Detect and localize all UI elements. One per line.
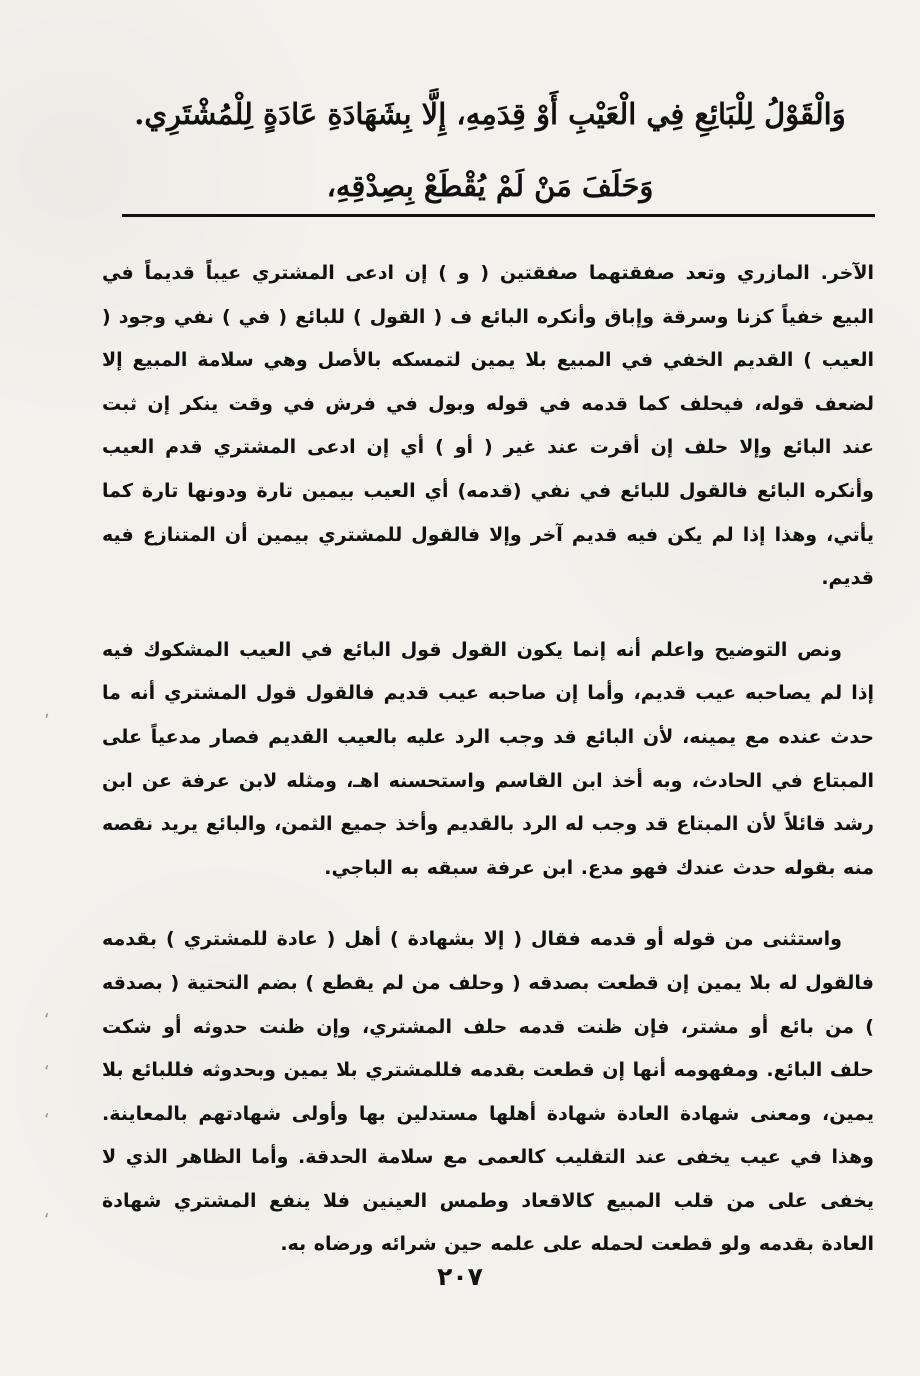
margin-mark: ‘ (44, 1210, 50, 1231)
margin-mark: ‘ (44, 1010, 50, 1031)
commentary-paragraph-3: واستثنى من قوله أو قدمه فقال ( إلا بشهادة ) أهل ( عادة للمشتري ) بقدمه فالقول له بلا يمين إن قطعت بصدقه ( وحلف من لم يقطع ) بضم التحتية ( بصدقه ) من بائع أو مشتر، فإن ظنت قدمه حلف المشتري، وإن ظنت حدوثه أو شكت حلف البائع. ومفهومه أنها إن قطعت بقدمه فللمشتري بلا يمين وبحدوثه فللبائع بلا يمين، ومعنى شهادة العادة شهادة أهلها مستدلين بها وأولى شهادتهم بالمعاينة. وهذا في عيب يخفى عند التقليب كالعمى مع سلامة الحدقة. وأما الظاهر الذي لا يخفى على من قلب المبيع كالاقعاد وطمس العينين فلا ينفع المشتري شهادة العادة بقدمه ولو قطعت لحمله على علمه حين شرائه ورضاه به. (102, 928, 874, 1256)
margin-mark: ‘ (44, 1110, 50, 1131)
margin-mark: ‘ (44, 1062, 50, 1083)
matn-line-2: وَحَلَفَ مَنْ لَمْ يُقْطَعْ بِصِدْقِهِ، (326, 169, 654, 203)
matn-text-block (110, 78, 870, 222)
commentary-paragraph-1: الآخر. المازري وتعد صفقتهما صفقتين ( و ) إن ادعى المشتري عيباً قديماً في البيع خفياً كزنا وسرقة وإباق وأنكره البائع ف ( القول ) للبائع ( في ) نفي وجود ( العيب ) القديم الخفي في المبيع بلا يمين لتمسكه بالأصل وهي سلامة المبيع إلا لضعف قوله، فيحلف كما قدمه في قوله وبول في فرش في وقت ينكر إن ثبت عند البائع وإلا حلف إن أقرت عند غير ( أو ) أي إن ادعى المشتري قدم العيب وأنكره البائع فالقول للبائع في نفي (قدمه) أي العيب بيمين تارة ودونها تارة كما يأتي، وهذا إذا لم يكن فيه قديم آخر وإلا فالقول للمشتري بيمين أن المتنازع فيه قديم. (102, 262, 874, 590)
separator-rule (122, 214, 875, 217)
margin-mark: ‚ (44, 700, 50, 721)
commentary-text-block (102, 252, 874, 1295)
matn-line-1: وَالْقَوْلُ لِلْبَائِعِ فِي الْعَيْبِ أَوْ قِدَمِهِ، إِلَّا بِشَهَادَةِ عَادَةٍ لِلْمُشْتَرِي. (134, 97, 846, 131)
page-number: ٢٠٧ (437, 1262, 483, 1291)
commentary-paragraph-2: ونص التوضيح واعلم أنه إنما يكون القول قول البائع في العيب المشكوك فيه إذا لم يصاحبه عيب قديم، وأما إن صاحبه عيب قديم فالقول قول المشتري أنه ما حدث عنده مع يمينه، لأن البائع قد وجب الرد عليه بالعيب القديم فصار مدعياً على المبتاع في الحادث، وبه أخذ ابن القاسم واستحسنه اهـ، ومثله لابن عرفة عن ابن رشد قائلاً لأن المبتاع قد وجب له الرد بالقديم وأخذ جميع الثمن، والبائع يريد نقصه منه بقوله حدث عندك فهو مدع. ابن عرفة سبقه به الباجي. (102, 638, 874, 879)
